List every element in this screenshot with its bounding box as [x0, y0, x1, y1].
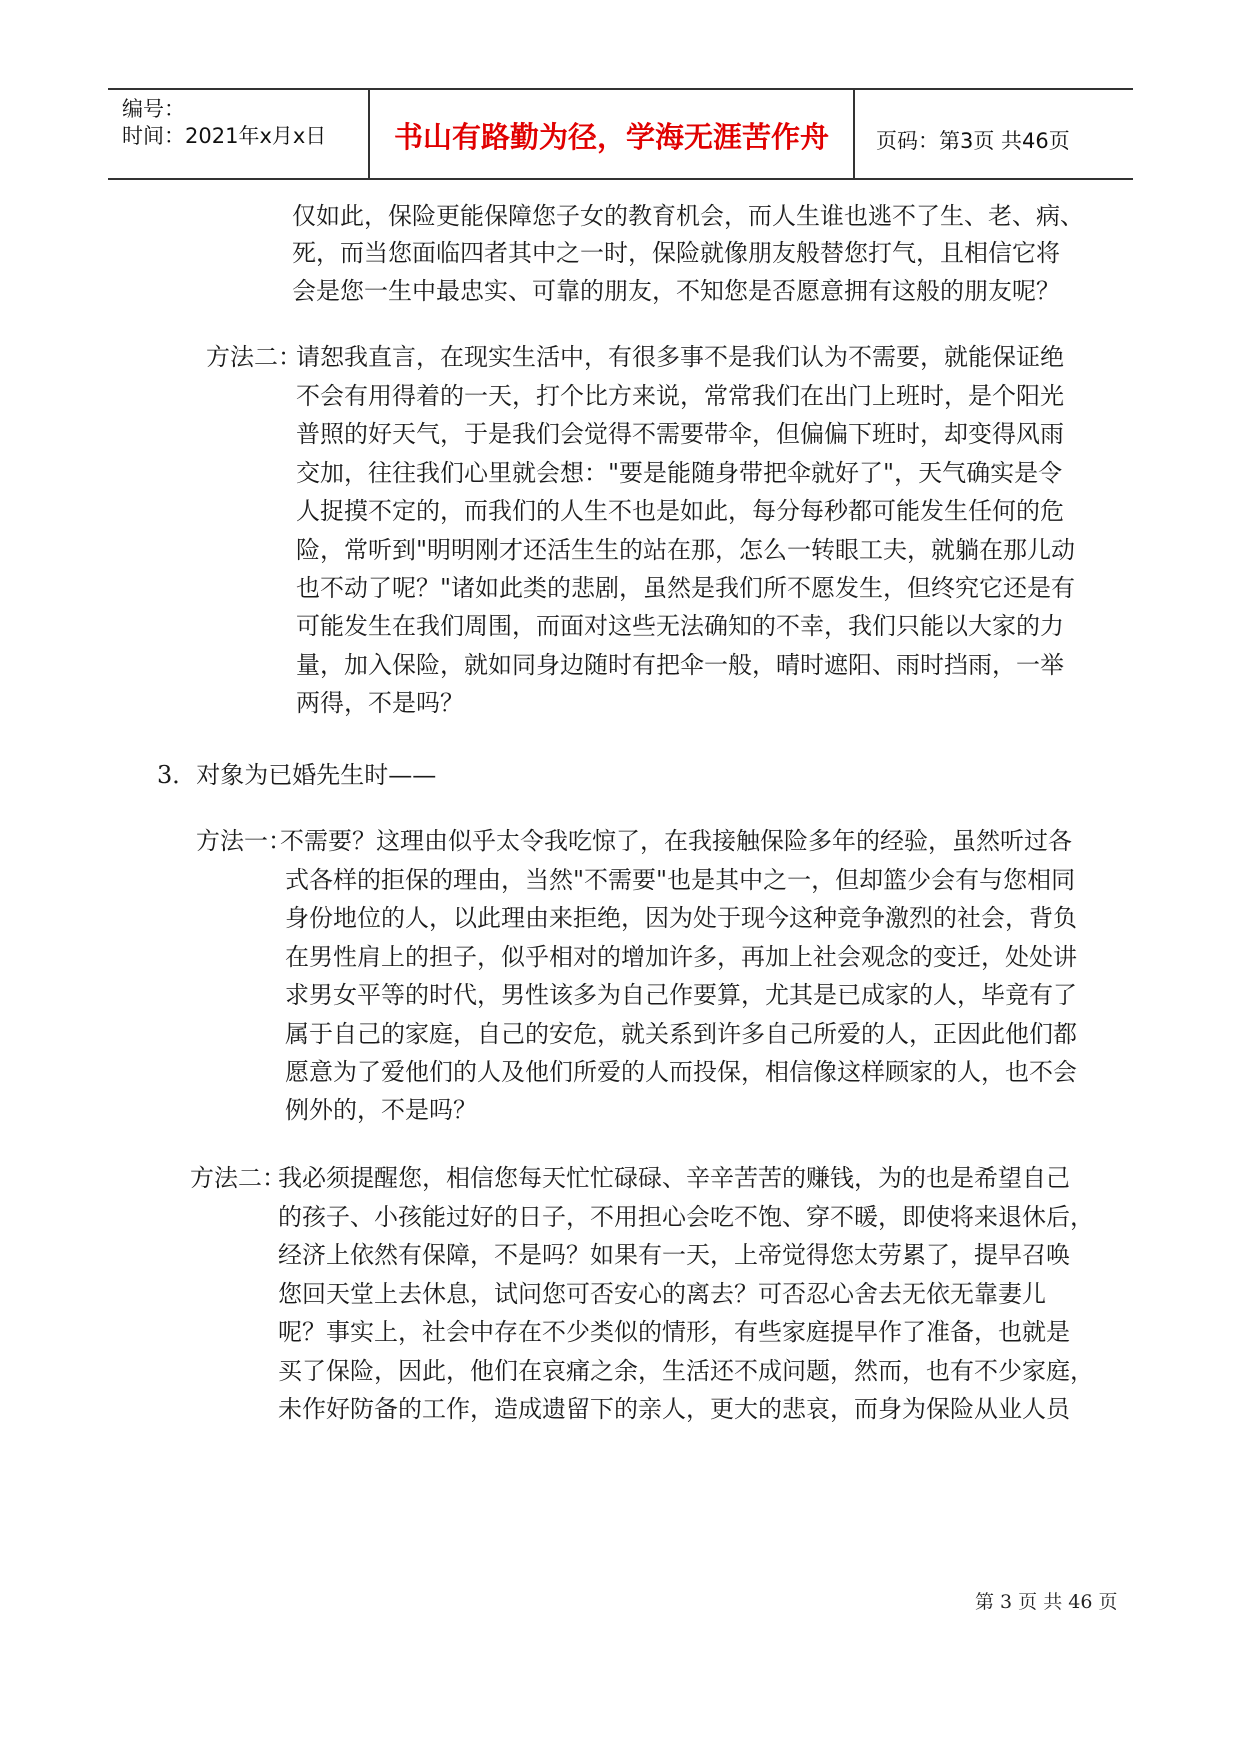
- body-line: 险，常听到"明明刚才还活生生的站在那，怎么一转眼工夫，就躺在那儿动: [296, 536, 1076, 564]
- body-line: 身份地位的人，以此理由来拒绝，因为处于现今这种竞争激烈的社会，背负: [285, 904, 1077, 932]
- body-line: 未作好防备的工作，造成遗留下的亲人，更大的悲哀，而身为保险从业人员: [278, 1395, 1070, 1423]
- body-line: 可能发生在我们周围，而面对这些无法确知的不幸，我们只能以大家的力: [296, 612, 1064, 640]
- body-line: 仅如此，保险更能保障您子女的教育机会，而人生谁也逃不了生、老、病、: [292, 202, 1084, 230]
- body-line: 的孩子、小孩能过好的日子，不用担心会吃不饱、穿不暖，即使将来退休后，: [278, 1203, 1094, 1231]
- body-line: 请恕我直言，在现实生活中，有很多事不是我们认为不需要，就能保证绝: [296, 343, 1064, 371]
- body-line: 您回天堂上去休息，试问您可否安心的离去？可否忍心舍去无依无靠妻儿: [278, 1280, 1046, 1308]
- body-line: 人捉摸不定的，而我们的人生不也是如此，每分每秒都可能发生任何的危: [296, 497, 1064, 525]
- body-line: 我必须提醒您，相信您每天忙忙碌碌、辛辛苦苦的赚钱，为的也是希望自己: [278, 1164, 1070, 1192]
- header-motto: 书山有路勤为径，学海无涯苦作舟: [393, 120, 829, 154]
- body-line: 经济上依然有保障，不是吗？如果有一天，上帝觉得您太劳累了，提早召唤: [278, 1241, 1070, 1269]
- header-top-rule: [108, 88, 1133, 90]
- page-footer: 第 3 页 共 46 页: [975, 1591, 1118, 1613]
- body-line: 两得，不是吗？: [296, 689, 464, 717]
- document-time-label: 时间：2021年x月x日: [122, 124, 327, 148]
- method-label: 方法二：: [206, 343, 302, 371]
- body-line: 不会有用得着的一天，打个比方来说，常常我们在出门上班时，是个阳光: [296, 382, 1064, 410]
- body-line: 普照的好天气，于是我们会觉得不需要带伞，但偏偏下班时，却变得风雨: [296, 420, 1064, 448]
- page-header: [108, 88, 1133, 180]
- body-line: 不需要？这理由似乎太令我吃惊了，在我接触保险多年的经验，虽然听过各: [280, 827, 1072, 855]
- header-divider-right: [853, 88, 855, 180]
- method-label: 方法一：: [196, 827, 292, 855]
- body-line: 属于自己的家庭，自己的安危，就关系到许多自己所爱的人，正因此他们都: [285, 1020, 1077, 1048]
- body-line: 买了保险，因此，他们在哀痛之余，生活还不成问题，然而，也有不少家庭，: [278, 1357, 1094, 1385]
- body-line: 交加，往往我们心里就会想："要是能随身带把伞就好了"，天气确实是令: [296, 459, 1063, 487]
- body-line: 会是您一生中最忠实、可靠的朋友，不知您是否愿意拥有这般的朋友呢？: [292, 277, 1060, 305]
- header-page-number: 页码：第3页 共46页: [876, 129, 1070, 153]
- document-number-label: 编号：: [122, 97, 185, 121]
- body-line: 求男女平等的时代，男性该多为自己作要算，尤其是已成家的人，毕竟有了: [285, 981, 1077, 1009]
- body-line: 量，加入保险，就如同身边随时有把伞一般，晴时遮阳、雨时挡雨，一举: [296, 651, 1064, 679]
- body-line: 在男性肩上的担子，似乎相对的增加许多，再加上社会观念的变迁，处处讲: [285, 943, 1077, 971]
- body-line: 呢？事实上，社会中存在不少类似的情形，有些家庭提早作了准备，也就是: [278, 1318, 1070, 1346]
- body-line: 也不动了呢？"诸如此类的悲剧，虽然是我们所不愿发生，但终究它还是有: [296, 574, 1076, 602]
- method-label: 方法二：: [190, 1164, 286, 1192]
- body-line: 例外的，不是吗？: [285, 1096, 477, 1124]
- header-bottom-rule: [108, 178, 1133, 180]
- body-line: 愿意为了爱他们的人及他们所爱的人而投保，相信像这样顾家的人，也不会: [285, 1058, 1077, 1086]
- section-heading: 3．对象为已婚先生时——: [157, 761, 437, 789]
- body-line: 死，而当您面临四者其中之一时，保险就像朋友般替您打气，且相信它将: [292, 239, 1060, 267]
- body-line: 式各样的拒保的理由，当然"不需要"也是其中之一，但却篮少会有与您相同: [285, 866, 1076, 894]
